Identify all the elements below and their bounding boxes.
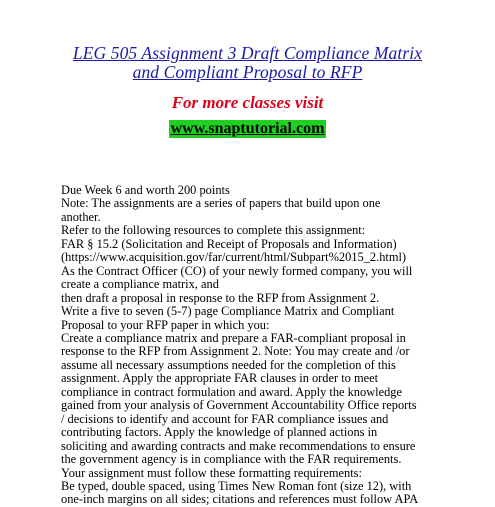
document-title	[0, 44, 495, 82]
body-line: another.	[61, 209, 101, 224]
body-line: Note: The assignments are a series of papers that build upon one	[61, 196, 381, 211]
body-line: Your assignment must follow these formatting requirements:	[61, 465, 362, 480]
body-line: / decisions to identify and account for FAR compliance issues and	[61, 411, 389, 426]
body-line: assume all necessary assumptions needed for the completion of this	[61, 357, 396, 372]
body-line: (https://www.acquisition.gov/far/current/html/Subpart%2015_2.html)	[61, 250, 407, 265]
body-line: compliance in contract formulation and award. Apply the knowledge	[61, 384, 402, 399]
body-line: As the Contract Officer (CO) of your newly formed company, you will	[61, 263, 413, 278]
body-line: the government agency is in compliance with the FAR requirements.	[61, 452, 402, 467]
body-line: FAR § 15.2 (Solicitation and Receipt of Proposals and Information)	[61, 236, 397, 251]
body-line: Be typed, double spaced, using Times New Roman font (size 12), with	[61, 478, 412, 493]
promo-text: For more classes visit	[171, 93, 324, 112]
body-line: Proposal to your RFP paper in which you:	[61, 317, 270, 332]
body-line: Due Week 6 and worth 200 points	[61, 183, 230, 197]
body-line: then draft a proposal in response to the RFP from Assignment 2.	[61, 290, 380, 305]
body-line: Write a five to seven (5-7) page Compliance Matrix and Compliant	[61, 304, 395, 319]
site-link[interactable]: www.snaptutorial.com	[170, 120, 325, 137]
body-line: Refer to the following resources to complete this assignment:	[61, 223, 366, 238]
site-link-container	[0, 120, 495, 138]
body-line: create a compliance matrix, and	[61, 277, 219, 292]
title-link-line-1[interactable]: LEG 505 Assignment 3 Draft Compliance Matrix	[72, 43, 423, 63]
body-line: soliciting and awarding contracts and make recommendations to ensure	[61, 438, 416, 453]
assignment-body	[61, 184, 481, 507]
body-line: response to the RFP from Assignment 2. Note: You may create and /or	[61, 344, 410, 359]
body-line: gained from your analysis of Government Accountability Office reports	[61, 398, 417, 413]
body-line: Create a compliance matrix and prepare a FAR-compliant proposal in	[61, 330, 406, 345]
title-link-line-2[interactable]: and Compliant Proposal to RFP	[132, 62, 363, 82]
body-line: assignment. Apply the appropriate FAR clauses in order to meet	[61, 371, 379, 386]
body-line: contributing factors. Apply the knowledge of planned actions in	[61, 425, 378, 440]
body-line: one-inch margins on all sides; citations and references must follow APA	[61, 492, 419, 507]
